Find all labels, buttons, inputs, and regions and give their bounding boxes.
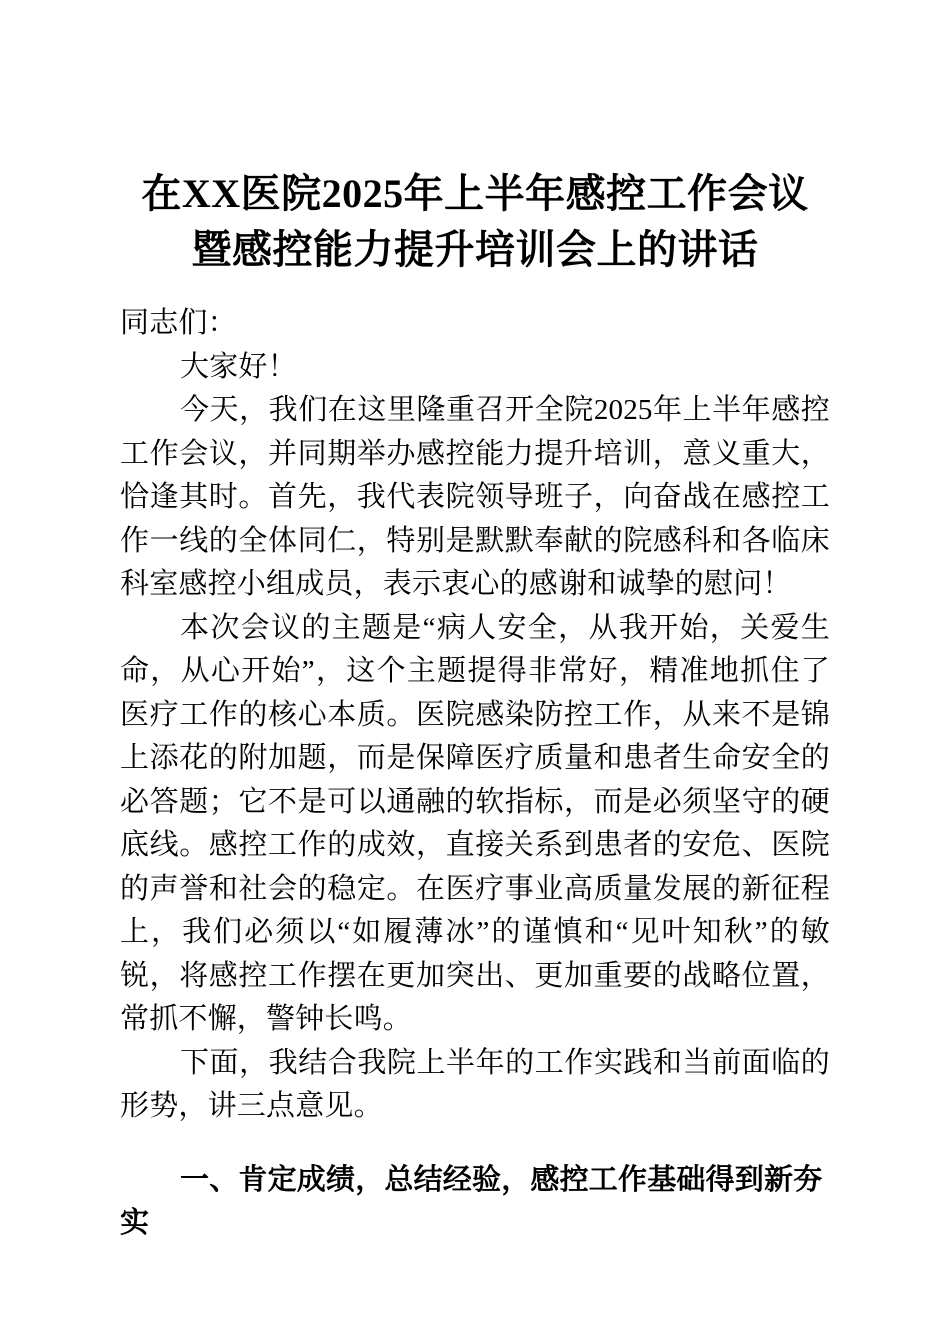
section-heading-1: 一、肯定成绩，总结经验，感控工作基础得到新夯实 xyxy=(120,1163,823,1239)
greeting-paragraph: 大家好！ xyxy=(180,350,297,383)
body-paragraph-2: 本次会议的主题是“病人安全，从我开始，关爱生命，从心开始”，这个主题提得非常好，精准地抓住了医疗工作的核心本质。医院感染防控工作，从来不是锦上添花的附加题，而是保障医疗质量和患者生命安全的必答题；它不是可以通融的软指标，而是必须坚守的硬底线。感控工作的成效，直接关系到患者的安危、医院的声誉和社会的稳定。在医疗事业高质量发展的新征程上，我们必须以“如履薄冰”的谨慎和“见叶知秋”的敏锐，将感控工作摆在更加突出、更加重要的战略位置，常抓不懈，警钟长鸣。 xyxy=(120,611,830,1035)
salutation-line: 同志们： xyxy=(120,307,237,339)
body-paragraph-3: 下面，我结合我院上半年的工作实践和当前面临的形势，讲三点意见。 xyxy=(120,1046,830,1122)
document-title-line-1: 在XX医院2025年上半年感控工作会议 xyxy=(141,171,809,216)
body-paragraph-1: 今天，我们在这里隆重召开全院2025年上半年感控工作会议，并同期举办感控能力提升培训，意义重大，恰逢其时。首先，我代表院领导班子，向奋战在感控工作一线的全体同仁，特别是默默奉献的院感科和各临床科室感控小组成员，表示衷心的感谢和诚挚的慰问！ xyxy=(120,394,830,600)
document-body xyxy=(120,302,830,1246)
document-title-line-2: 暨感控能力提升培训会上的讲话 xyxy=(191,227,759,272)
document-title xyxy=(120,0,830,278)
document-content-column xyxy=(120,0,830,1246)
